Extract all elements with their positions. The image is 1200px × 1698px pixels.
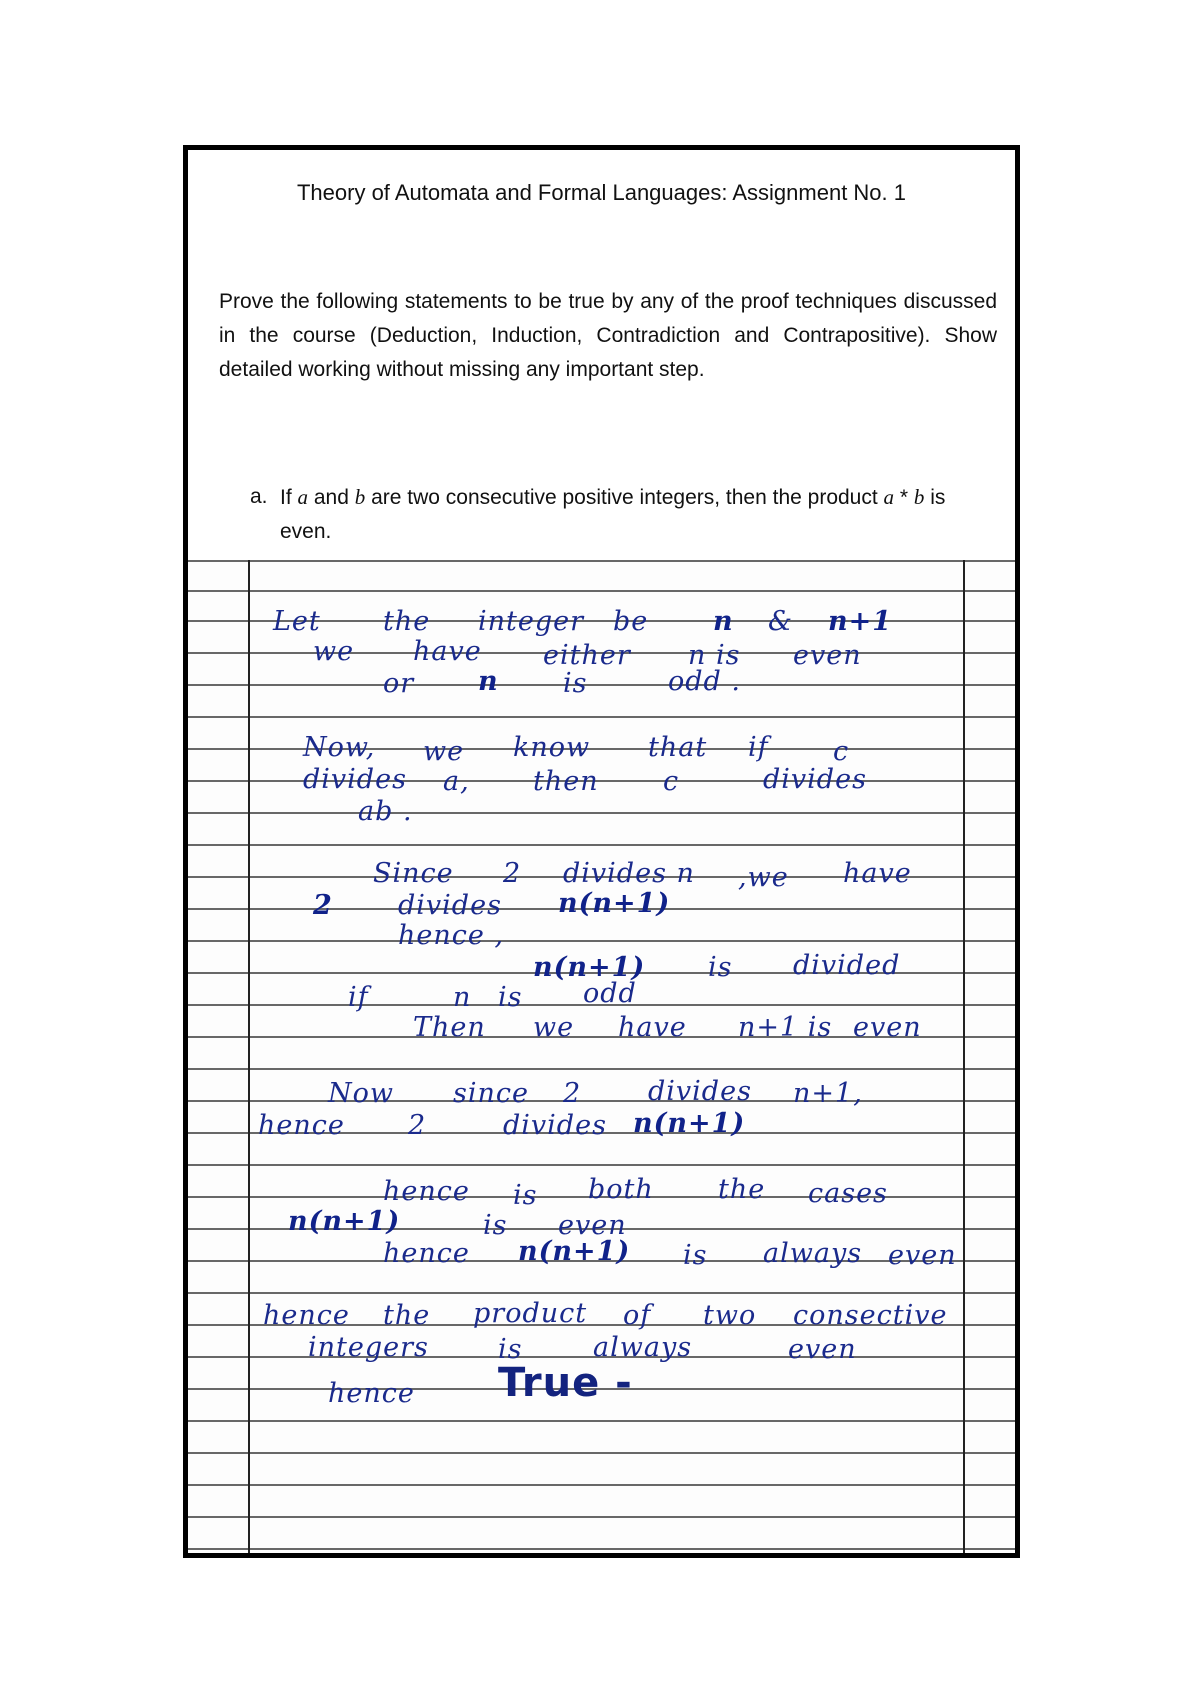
hw-word: is xyxy=(498,1334,523,1365)
hw-word: we xyxy=(423,736,465,767)
hw-word: Now, xyxy=(303,732,376,763)
hw-word: n(n+1) xyxy=(558,888,671,919)
hw-word: we xyxy=(533,1012,575,1043)
hw-word: a, xyxy=(443,766,470,797)
hw-word: always xyxy=(593,1332,693,1363)
hw-word: divides xyxy=(503,1110,607,1141)
hw-word: is xyxy=(498,982,523,1013)
hw-word: 2 xyxy=(408,1110,427,1141)
hw-word: odd xyxy=(583,978,637,1009)
hw-word: or xyxy=(383,668,415,699)
question-label: a. xyxy=(250,485,268,508)
hw-word: n xyxy=(453,982,472,1013)
hw-word: n(n+1) xyxy=(533,952,646,983)
hw-word: Now xyxy=(328,1078,394,1109)
hw-word: then xyxy=(533,766,599,797)
hw-word: even xyxy=(558,1210,627,1241)
notebook-margin-left xyxy=(248,560,250,1553)
hw-word: n(n+1) xyxy=(633,1108,746,1139)
hw-word: 2 xyxy=(313,890,333,921)
hw-word: divides xyxy=(648,1076,752,1107)
hw-word: Since xyxy=(373,858,454,889)
hw-word: even xyxy=(853,1012,922,1043)
page-title: Theory of Automata and Formal Languages: Assignment No. 1 xyxy=(296,180,907,205)
hw-word: is xyxy=(563,668,588,699)
hw-word: is xyxy=(708,952,733,983)
hw-word: that xyxy=(648,732,708,763)
hw-word: ,we xyxy=(738,862,789,893)
hw-word: know xyxy=(513,732,591,763)
hw-word: n+1, xyxy=(793,1078,863,1109)
hw-word: even xyxy=(888,1240,957,1271)
hw-word: consective xyxy=(793,1300,948,1331)
hw-word: integer xyxy=(478,606,585,637)
hw-word: we xyxy=(313,636,355,667)
hw-word: divided xyxy=(793,950,901,981)
hw-word: is xyxy=(513,1180,538,1211)
hw-word: always xyxy=(763,1238,863,1269)
hw-word: is xyxy=(483,1210,508,1241)
hw-word: the xyxy=(718,1174,766,1205)
hw-word: divides n xyxy=(563,858,695,889)
hw-word: divides xyxy=(303,764,407,795)
hw-word: even xyxy=(793,640,862,671)
hw-word: cases xyxy=(808,1178,888,1209)
hw-word: n+1 is xyxy=(738,1012,833,1043)
hw-answer-true: True - xyxy=(498,1360,633,1406)
hw-word: odd . xyxy=(668,666,741,697)
hw-word: hence xyxy=(258,1110,345,1141)
hw-word: divides xyxy=(763,764,867,795)
hw-word: product xyxy=(473,1298,588,1329)
hw-word: even xyxy=(788,1334,857,1365)
hw-word: Then xyxy=(413,1012,486,1043)
hw-word: c xyxy=(663,766,680,797)
question-a xyxy=(250,480,997,549)
hw-word: hence , xyxy=(398,920,505,951)
hw-word: have xyxy=(413,636,482,667)
hw-word: Let xyxy=(273,606,321,637)
hw-word: the xyxy=(383,606,431,637)
hw-word: the xyxy=(383,1300,431,1331)
handwritten-answer-photo xyxy=(188,560,1015,1553)
notebook-margin-right xyxy=(963,560,965,1553)
hw-word: ab . xyxy=(358,796,413,827)
hw-word: either xyxy=(543,640,631,671)
hw-word: both xyxy=(588,1174,654,1205)
hw-word: n xyxy=(713,606,734,637)
hw-word: n xyxy=(478,666,499,697)
hw-word: hence xyxy=(263,1300,350,1331)
hw-word: 2 xyxy=(563,1078,582,1109)
question-text: If a and b are two consecutive positive integers, then the product a * b is even. xyxy=(280,485,946,543)
hw-word: & xyxy=(768,606,794,637)
hw-word: n(n+1) xyxy=(288,1206,401,1237)
hw-word: if xyxy=(748,732,769,763)
instructions-paragraph: Prove the following statements to be true by any of the proof techniques discussed in the course (Deduction, Induction, Contradiction and Contrapositive). Show detailed working without missing any important step. xyxy=(219,290,997,381)
hw-word: 2 xyxy=(503,858,522,889)
hw-word: have xyxy=(843,858,912,889)
hw-word: c xyxy=(833,736,850,767)
hw-word: hence xyxy=(383,1176,470,1207)
hw-word: have xyxy=(618,1012,687,1043)
hw-word: n(n+1) xyxy=(518,1236,631,1267)
hw-word: n+1 xyxy=(828,606,893,637)
hw-word: hence xyxy=(328,1378,415,1409)
hw-word: since xyxy=(453,1078,529,1109)
hw-word: of xyxy=(623,1300,652,1331)
assignment-page xyxy=(183,145,1020,1558)
hw-word: hence xyxy=(383,1238,470,1269)
hw-word: n is xyxy=(688,640,741,671)
hw-word: two xyxy=(703,1300,757,1331)
hw-word: if xyxy=(348,982,369,1013)
hw-word: divides xyxy=(398,890,502,921)
hw-word: integers xyxy=(308,1332,429,1363)
hw-word: is xyxy=(683,1240,708,1271)
hw-word: be xyxy=(613,606,649,637)
